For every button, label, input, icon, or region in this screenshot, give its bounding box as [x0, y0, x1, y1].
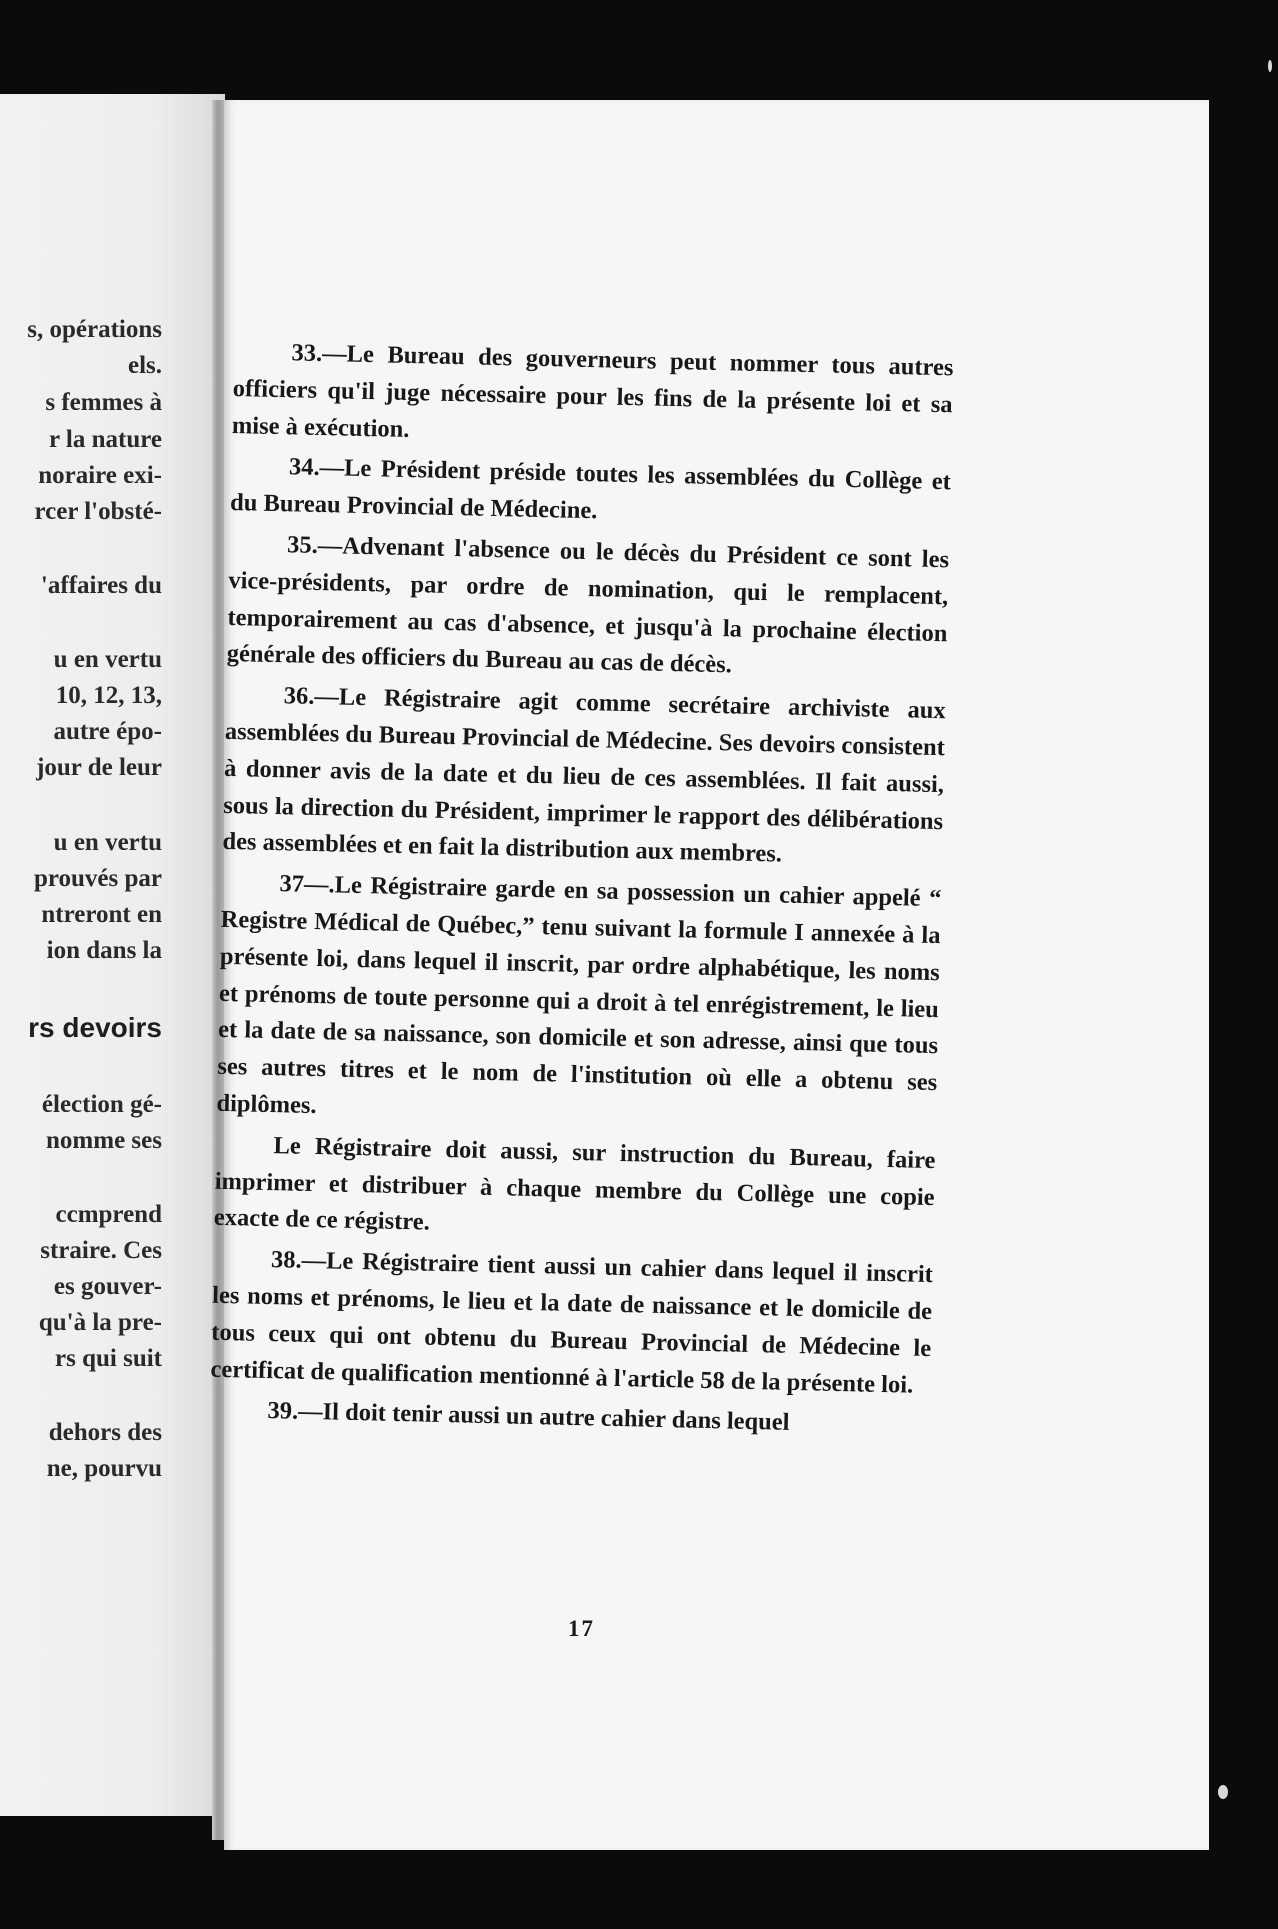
page-number: 17	[568, 1616, 595, 1641]
left-page-line-fragment: ion dans la	[46, 937, 162, 964]
left-page-line-fragment: rcer l'obsté-	[34, 498, 162, 525]
left-page-line-fragment: ntreront en	[41, 901, 162, 928]
left-page-line-fragment: qu'à la pre-	[38, 1309, 162, 1336]
paragraph-36: 36.—Le Régistraire agit comme secrétaire archiviste aux assemblées du Bureau Provincial de Médecine. Ses devoirs consistent à donner avis de la date et du lieu de ces assemblées. Il fait aussi, sous la direction du Président, imprimer le rapport des délibérations des assemblées et en fait la distribution aux membres.	[222, 682, 946, 868]
left-page-line-fragment: 'affaires du	[40, 572, 162, 599]
paragraph-39: 39.—Il doit tenir aussi un autre cahier dans lequel	[267, 1397, 790, 1437]
left-page-line-fragment: s femmes à	[45, 389, 162, 416]
left-page-heading-fragment: rs devoirs	[28, 1012, 162, 1043]
left-page-line-fragment: s, opérations	[27, 316, 162, 343]
left-page-line-fragment: dehors des	[48, 1419, 162, 1446]
left-page-line-fragment: es gouver-	[53, 1273, 162, 1300]
left-page-line-fragment: autre épo-	[53, 718, 162, 745]
paragraph-33: 33.—Le Bureau des gouverneurs peut nommer tous autres officiers qu'il juge nécessaire pour les fins de la présente loi et sa mise à exécution.	[231, 339, 954, 443]
left-page-line-fragment: 10, 12, 13,	[55, 682, 162, 709]
scan-speck	[1268, 60, 1272, 72]
paragraph-38: 38.—Le Régistraire tient aussi un cahier dans lequel il inscrit les noms et prénoms, le lieu et la date de naissance et le domicile de tous ceux qui ont obtenu du Bureau Provincial de Médecine le certificat de qualification mentionné à l'article 58 de la présente loi.	[210, 1246, 934, 1399]
left-page-line-fragment: els.	[127, 352, 162, 379]
scan-speck	[1218, 1785, 1228, 1799]
left-page-line-fragment: ne, pourvu	[46, 1455, 162, 1482]
left-page-line-fragment: straire. Ces	[40, 1237, 162, 1264]
left-page	[0, 94, 225, 1816]
left-page-line-fragment: prouvés par	[33, 865, 162, 892]
left-page-line-fragment: u en vertu	[53, 646, 162, 673]
paragraph-37-continued: Le Régistraire doit aussi, sur instruction du Bureau, faire imprimer et distribuer à chaque membre du Collège une copie exacte de ce régistre.	[213, 1131, 936, 1236]
article-text	[209, 334, 954, 1449]
left-page-line-fragment: jour de leur	[36, 754, 162, 781]
left-page-line-fragment: élection gé-	[41, 1091, 162, 1118]
left-page-line-fragment: r la nature	[49, 426, 162, 453]
left-page-line-fragment: rs qui suit	[55, 1345, 162, 1372]
left-page-line-fragment: ccmprend	[55, 1201, 162, 1228]
left-page-line-fragment: noraire exi-	[38, 462, 162, 489]
paragraph-34: 34.—Le Président préside toutes les assemblées du Collège et du Bureau Provincial de Médecine.	[229, 453, 952, 525]
left-page-line-fragment: nomme ses	[46, 1127, 162, 1154]
left-page-line-fragment: u en vertu	[53, 829, 162, 856]
paragraph-37: 37—.Le Régistraire garde en sa possession un cahier appelé “ Registre Médical de Québec,” tenu suivant la formule I annexée à la présente loi, dans lequel il inscrit, par ordre alphabétique, les noms et prénoms de toute personne qui a droit à tel enrégistrement, le lieu et la date de sa naissance, son domicile et son adresse, ainsi que tous ses autres titres et le nom de l'institution où elle a obtenu ses diplômes.	[216, 870, 942, 1120]
paragraph-35: 35.—Advenant l'absence ou le décès du Président ce sont les vice-présidents, par ordre de nomination, qui le remplacent, temporairement au cas d'absence, et jusqu'à la prochaine élection générale des officiers du Bureau au cas de décès.	[226, 531, 950, 679]
